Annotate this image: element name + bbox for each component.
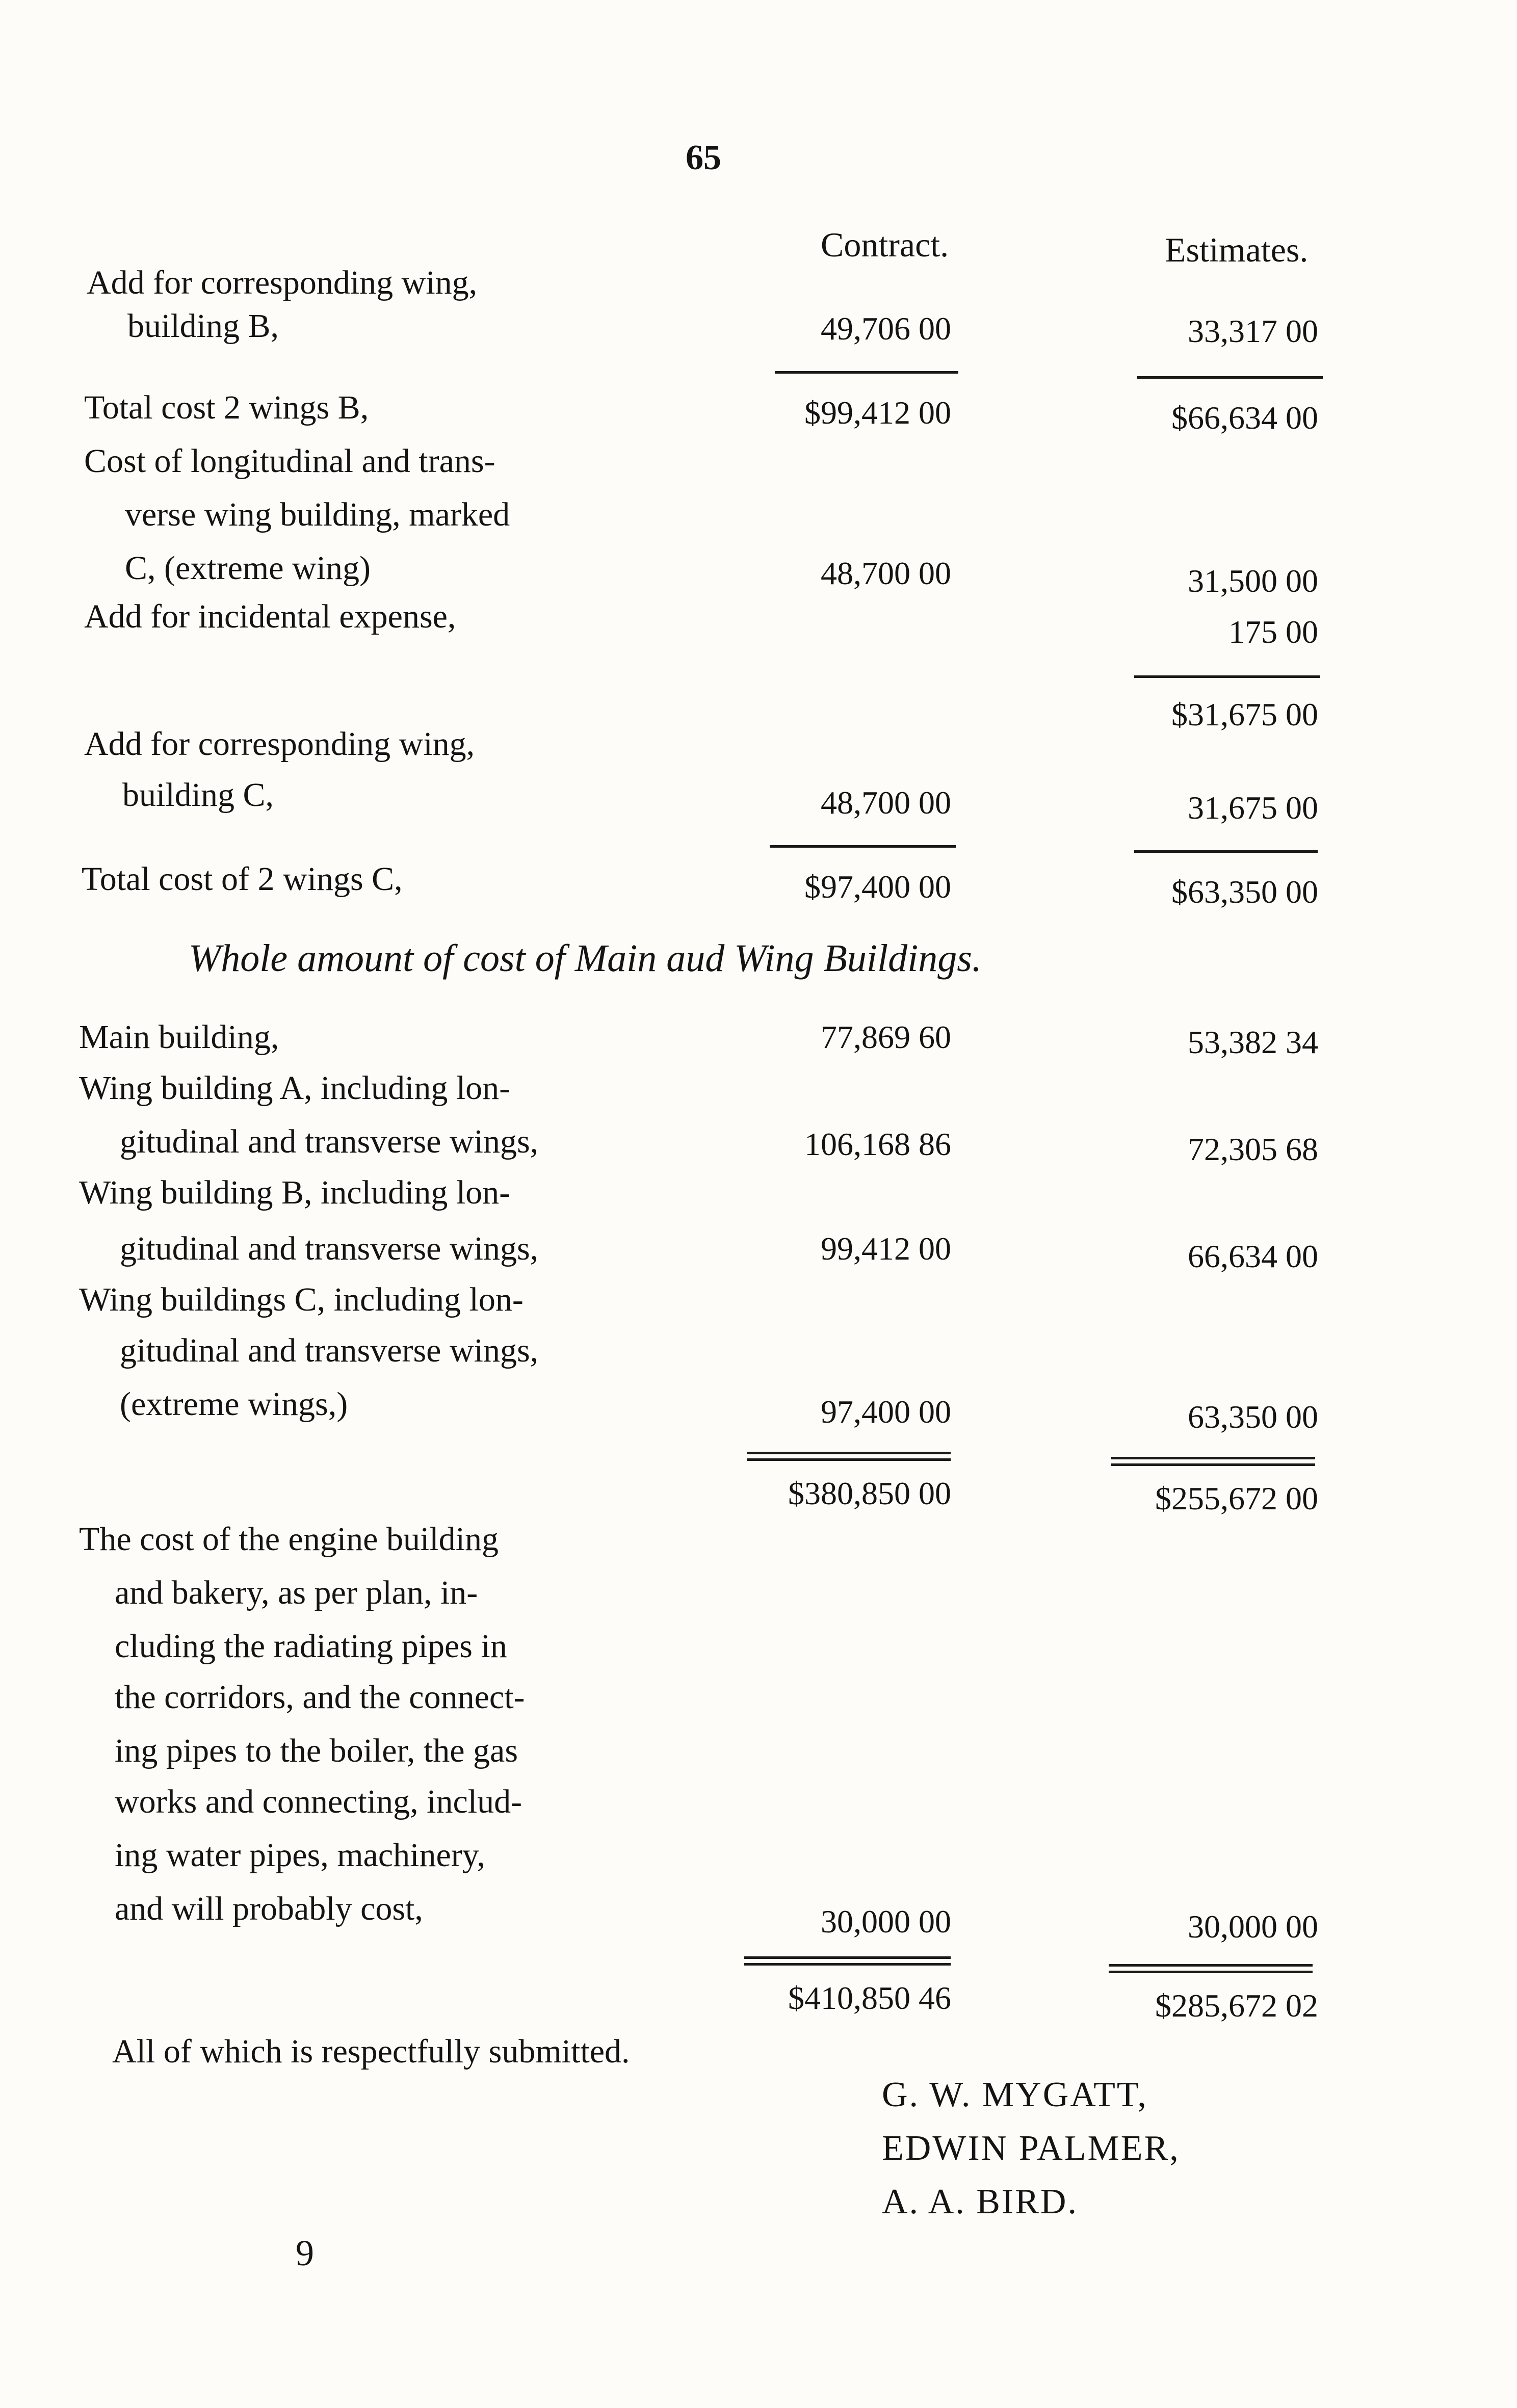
signatory-2: EDWIN PALMER, (882, 2129, 1180, 2168)
total-c-contract-value: $97,400 00 (804, 869, 951, 905)
cost-c-label-line3: C, (extreme wing) (125, 549, 371, 587)
summary-estimate-double-rule (1111, 1457, 1315, 1466)
summary-c-label-line3: (extreme wings,) (120, 1385, 348, 1423)
engine-text-line4: the corridors, and the connect- (115, 1679, 525, 1716)
summary-a-estimate-value: 72,305 68 (1188, 1131, 1318, 1167)
subtotal-c-estimate-value: $31,675 00 (1171, 696, 1318, 732)
contract-column-header: Contract. (821, 225, 949, 264)
engine-text-line6: works and connecting, includ- (115, 1783, 522, 1820)
wing-c-estimate-rule (1134, 850, 1318, 853)
total-b-label: Total cost 2 wings B, (84, 389, 369, 426)
wing-b-estimate-rule (1137, 376, 1323, 379)
closing-statement: All of which is respectfully submitted. (112, 2033, 630, 2070)
summary-c-label-line2: gitudinal and transverse wings, (120, 1332, 539, 1369)
wing-c-contract-rule (770, 845, 956, 848)
summary-main-contract-value: 77,869 60 (821, 1019, 951, 1055)
signature-mark: 9 (296, 2233, 314, 2273)
wing-b-label-line1: Add for corresponding wing, (87, 264, 478, 301)
engine-text-line7: ing water pipes, machinery, (115, 1837, 485, 1874)
wing-b-label-line2: building B, (127, 307, 279, 345)
signatory-3: A. A. BIRD. (882, 2182, 1078, 2221)
wing-c-estimate-value: 31,675 00 (1188, 790, 1318, 826)
incidental-label: Add for incidental expense, (84, 598, 456, 635)
grand-total-estimate-value: $285,672 02 (1155, 1987, 1318, 2024)
engine-text-line2: and bakery, as per plan, in- (115, 1574, 478, 1611)
engine-text-line1: The cost of the engine building (79, 1521, 499, 1558)
summary-c-contract-value: 97,400 00 (821, 1394, 951, 1430)
grand-contract-double-rule (744, 1956, 951, 1966)
signatory-1: G. W. MYGATT, (882, 2075, 1148, 2114)
estimates-column-header: Estimates. (1165, 230, 1309, 269)
engine-text-line5: ing pipes to the boiler, the gas (115, 1732, 518, 1769)
engine-estimate-value: 30,000 00 (1188, 1908, 1318, 1945)
summary-contract-double-rule (747, 1452, 951, 1461)
total-b-contract-value: $99,412 00 (804, 395, 951, 431)
summary-b-label-line1: Wing building B, including lon- (79, 1174, 511, 1211)
summary-main-estimate-value: 53,382 34 (1188, 1024, 1318, 1060)
engine-text-line3: cluding the radiating pipes in (115, 1628, 507, 1665)
total-c-label: Total cost of 2 wings C, (82, 860, 403, 898)
grand-estimate-double-rule (1109, 1964, 1313, 1973)
summary-a-label-line2: gitudinal and transverse wings, (120, 1123, 539, 1160)
cost-c-estimate-value: 31,500 00 (1188, 563, 1318, 599)
section-heading: Whole amount of cost of Main aud Wing Buildings. (189, 937, 982, 980)
total-b-estimate-value: $66,634 00 (1171, 400, 1318, 436)
summary-sum-estimate-value: $255,672 00 (1155, 1480, 1318, 1516)
summary-b-label-line2: gitudinal and transverse wings, (120, 1230, 539, 1267)
incidental-estimate-rule (1134, 675, 1320, 678)
wing-c-label-line1: Add for corresponding wing, (84, 725, 475, 763)
wing-c-contract-value: 48,700 00 (821, 784, 951, 821)
cost-c-label-line1: Cost of longitudinal and trans- (84, 442, 495, 480)
grand-total-contract-value: $410,850 46 (788, 1980, 951, 2016)
summary-a-contract-value: 106,168 86 (804, 1126, 951, 1162)
summary-c-estimate-value: 63,350 00 (1188, 1399, 1318, 1435)
summary-b-contract-value: 99,412 00 (821, 1231, 951, 1267)
wing-b-contract-value: 49,706 00 (821, 310, 951, 347)
wing-c-label-line2: building C, (122, 776, 274, 814)
page-number: 65 (686, 138, 721, 177)
summary-b-estimate-value: 66,634 00 (1188, 1238, 1318, 1274)
cost-c-contract-value: 48,700 00 (821, 555, 951, 591)
engine-contract-value: 30,000 00 (821, 1903, 951, 1940)
summary-c-label-line1: Wing buildings C, including lon- (79, 1281, 524, 1318)
summary-sum-contract-value: $380,850 00 (788, 1475, 951, 1511)
summary-a-label-line1: Wing building A, including lon- (79, 1069, 511, 1107)
engine-text-line8: and will probably cost, (115, 1890, 423, 1927)
summary-main-label: Main building, (79, 1018, 279, 1056)
wing-b-estimate-value: 33,317 00 (1188, 313, 1318, 349)
total-c-estimate-value: $63,350 00 (1171, 874, 1318, 910)
incidental-estimate-value: 175 00 (1228, 614, 1318, 650)
cost-c-label-line2: verse wing building, marked (125, 496, 510, 533)
wing-b-contract-rule (775, 371, 958, 374)
